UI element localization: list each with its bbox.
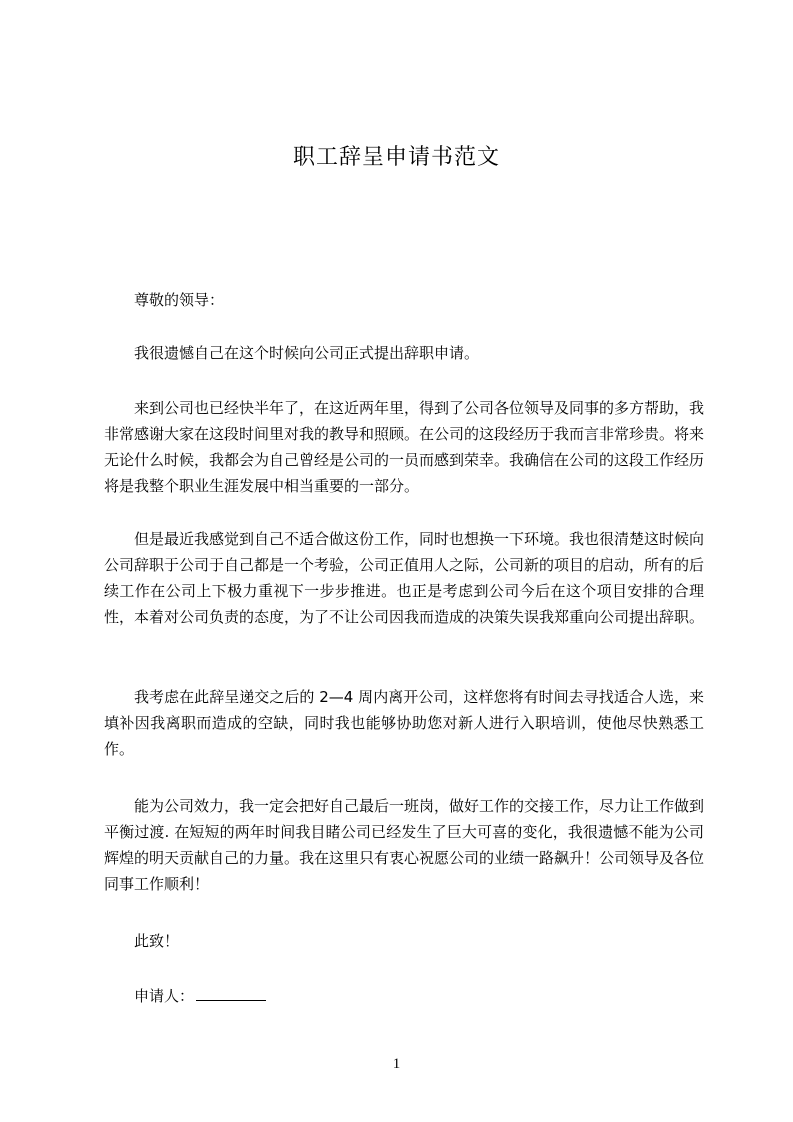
paragraph-text: 我考虑在此辞呈递交之后的 2—4 周内离开公司，这样您将有时间去寻找适合人选，来填补因我离职而造成的空缺，同时我也能够协助您对新人进行入职培训，使他尽快熟悉工作。	[104, 688, 704, 758]
salutation	[104, 287, 704, 313]
signature-blank	[196, 986, 266, 1001]
paragraph-1	[104, 340, 704, 366]
page-number: 1	[392, 1056, 401, 1072]
document-title: 职工辞呈申请书范文	[292, 145, 500, 170]
paragraph-3	[104, 526, 704, 630]
applicant-row	[104, 983, 704, 1009]
applicant-line	[104, 983, 704, 1009]
paragraph-text: 我很遗憾自己在这个时候向公司正式提出辞职申请。	[134, 344, 480, 362]
applicant-label: 申请人：	[134, 987, 195, 1005]
paragraph-text: 但是最近我感觉到自己不适合做这份工作，同时也想换一下环境。我也很清楚这时候向公司辞职于公司于自己都是一个考验，公司正值用人之际，公司新的项目的启动，所有的后续工作在公司上下极力重视下一步步推进。也正是考虑到公司今后在这个项目安排的合理性，本着对公司负责的态度，为了不让公司因我而造成的决策失误我郑重向公司提出辞职。	[104, 530, 705, 626]
paragraph-text: 来到公司也已经快半年了，在这近两年里，得到了公司各位领导及同事的多方帮助，我非常感谢大家在这段时间里对我的教导和照顾。在公司的这段经历于我而言非常珍贵。将来无论什么时候，我都会为自己曾经是公司的一员而感到荣幸。我确信在公司的这段工作经历将是我整个职业生涯发展中相当重要的一部分。	[104, 399, 705, 495]
salutation-text: 尊敬的领导：	[134, 291, 225, 309]
closing	[104, 928, 704, 954]
paragraph-text: 能为公司效力，我一定会把好自己最后一班岗，做好工作的交接工作，尽力让工作做到平衡过渡. 在短短的两年时间我目睹公司已经发生了巨大可喜的变化，我很遗憾不能为公司辉煌的明天贡献自己的力量。我在这里只有衷心祝愿公司的业绩一路飙升！公司领导及各位同事工作顺利！	[104, 797, 705, 893]
paragraph-5	[104, 793, 704, 897]
paragraph-2	[104, 395, 704, 499]
closing-text: 此致！	[134, 932, 180, 950]
paragraph-4	[104, 684, 704, 762]
